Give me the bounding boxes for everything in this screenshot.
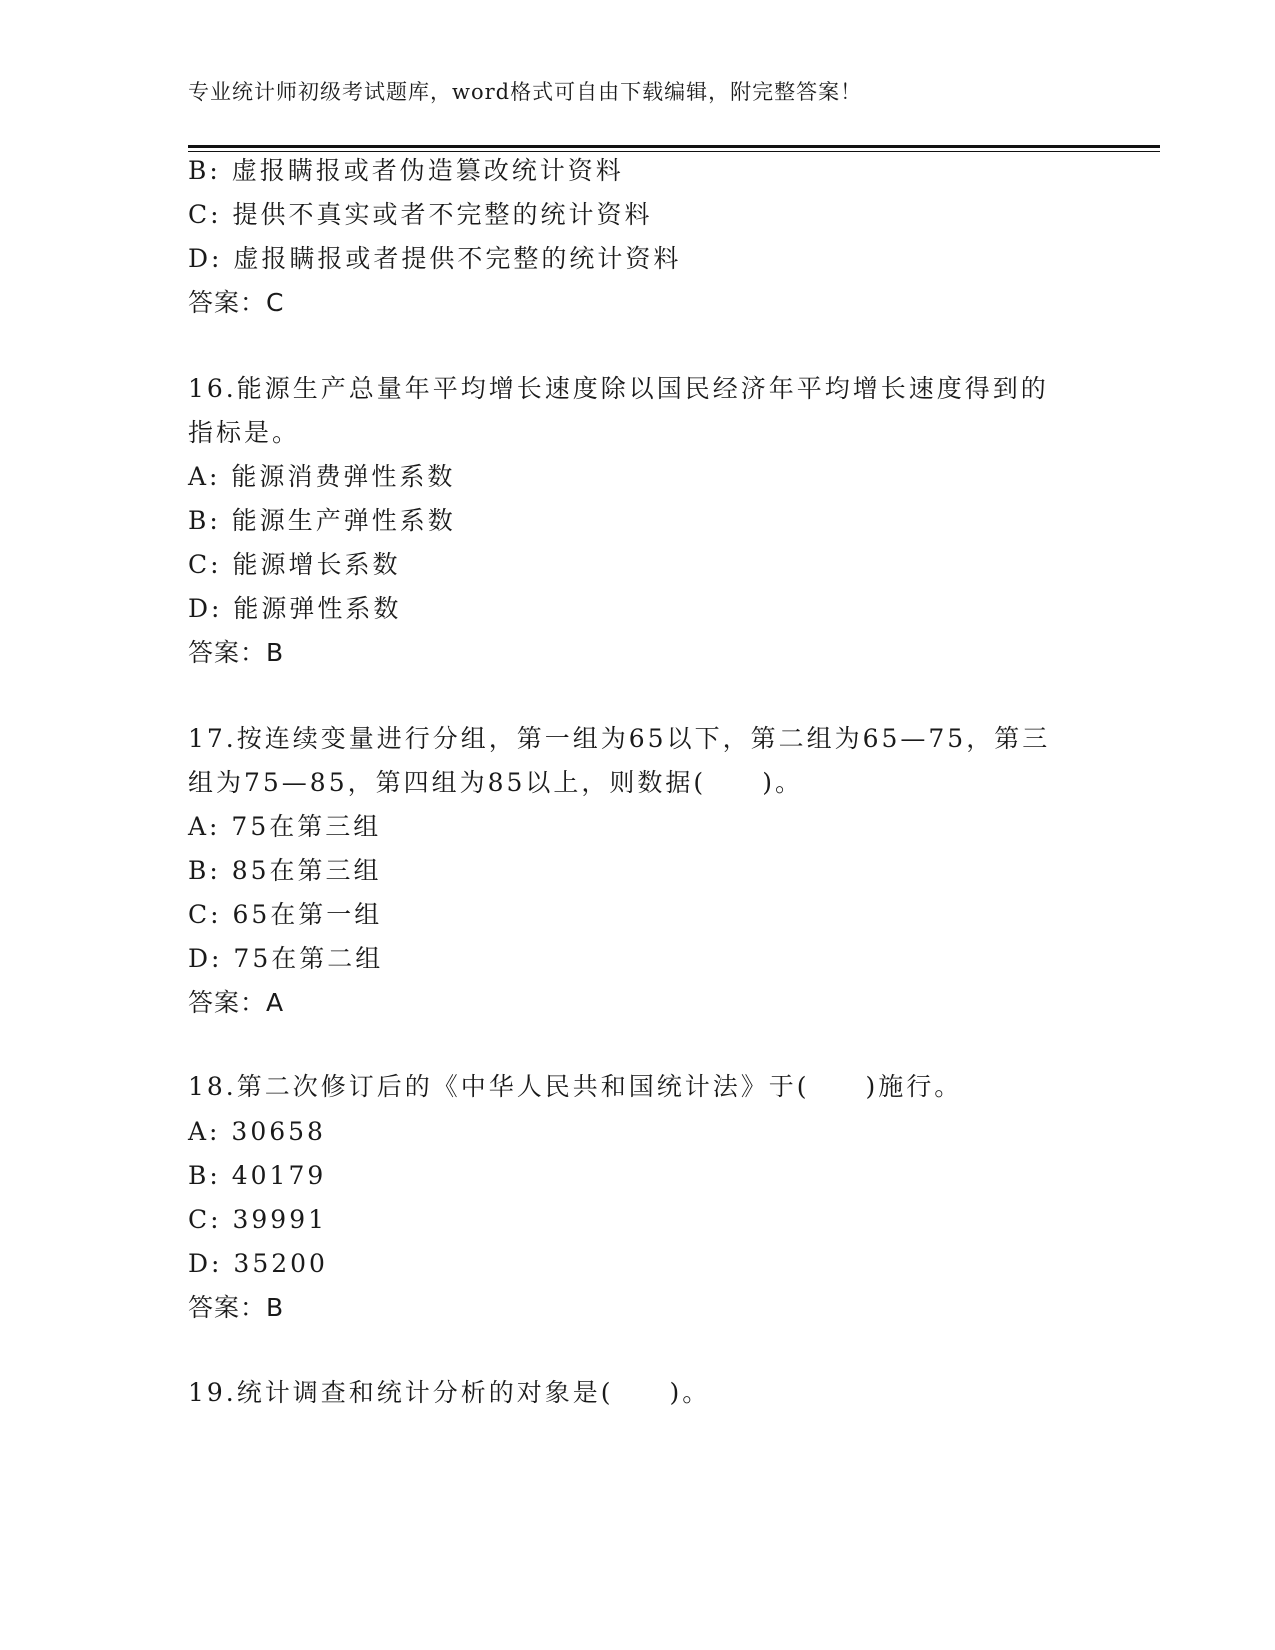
q18-option-d: D: 35200 — [188, 1249, 328, 1278]
header-divider-thick — [188, 145, 1160, 148]
q18-option-b: B: 40179 — [188, 1161, 327, 1190]
q17-option-c: C: 65在第一组 — [188, 900, 383, 929]
q15-answer: 答案：C — [188, 288, 285, 317]
q17-stem-line2: 组为75—85，第四组为85以上，则数据( )。 — [188, 768, 803, 797]
q16-option-d: D: 能源弹性系数 — [188, 594, 402, 623]
q19-stem-line1: 19.统计调查和统计分析的对象是( )。 — [188, 1378, 711, 1407]
q17-stem-line1: 17.按连续变量进行分组，第一组为65以下，第二组为65—75，第三 — [188, 724, 1051, 753]
q15-option-b: B: 虚报瞒报或者伪造篡改统计资料 — [188, 156, 624, 185]
q18-answer: 答案：B — [188, 1293, 285, 1322]
q17-option-d: D: 75在第二组 — [188, 944, 384, 973]
q16-option-c: C: 能源增长系数 — [188, 550, 401, 579]
q18-stem-line1: 18.第二次修订后的《中华人民共和国统计法》于( )施行。 — [188, 1072, 963, 1101]
q15-option-c: C: 提供不真实或者不完整的统计资料 — [188, 200, 653, 229]
q18-option-c: C: 39991 — [188, 1205, 328, 1234]
q17-option-b: B: 85在第三组 — [188, 856, 382, 885]
q16-option-a: A: 能源消费弹性系数 — [188, 462, 456, 491]
q16-stem-line2: 指标是。 — [188, 418, 301, 447]
q18-option-a: A: 30658 — [188, 1117, 326, 1146]
q17-answer: 答案：A — [188, 988, 285, 1017]
q15-option-d: D: 虚报瞒报或者提供不完整的统计资料 — [188, 244, 682, 273]
q16-stem-line1: 16.能源生产总量年平均增长速度除以国民经济年平均增长速度得到的 — [188, 374, 1049, 403]
q16-answer: 答案：B — [188, 638, 285, 667]
q17-option-a: A: 75在第三组 — [188, 812, 382, 841]
q16-option-b: B: 能源生产弹性系数 — [188, 506, 456, 535]
header-divider-thin — [188, 151, 1160, 152]
page-header: 专业统计师初级考试题库，word格式可自由下载编辑，附完整答案！ — [188, 80, 863, 104]
